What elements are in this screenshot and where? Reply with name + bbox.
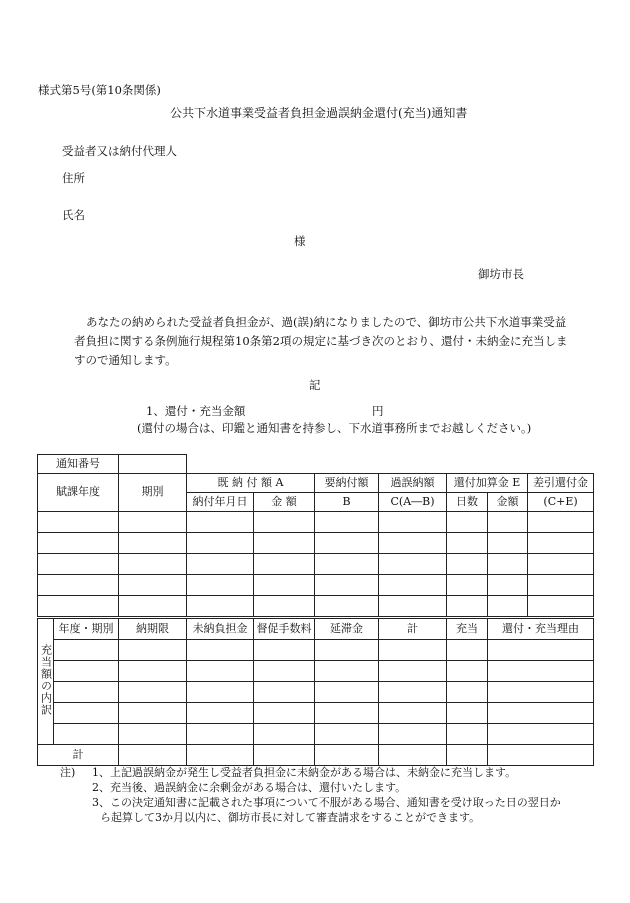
overpaid-header: 過誤納額 bbox=[379, 474, 447, 493]
allocation-side-label: 充当額の内訳 bbox=[38, 619, 54, 745]
net-refund-header: 差引還付金 bbox=[528, 474, 594, 493]
table-row bbox=[38, 596, 594, 617]
allocation-header: 還付・充当理由 bbox=[488, 619, 594, 640]
table-row bbox=[38, 724, 594, 745]
days-header: 日数 bbox=[447, 493, 488, 512]
table-row bbox=[38, 640, 594, 661]
overpaid-sub: C(A―B) bbox=[379, 493, 447, 512]
allocation-header: 未納負担金 bbox=[187, 619, 254, 640]
allocation-header: 延滞金 bbox=[315, 619, 379, 640]
allocation-header: 年度・期別 bbox=[54, 619, 119, 640]
notes-prefix: 注) bbox=[60, 766, 76, 779]
fiscal-year-header: 賦課年度 bbox=[38, 474, 119, 512]
allocation-header: 納期限 bbox=[119, 619, 187, 640]
honorific: 様 bbox=[294, 234, 306, 248]
period-header: 期別 bbox=[119, 474, 187, 512]
allocation-header: 充当 bbox=[447, 619, 488, 640]
issuer: 御坊市長 bbox=[478, 267, 524, 281]
address-label: 住所 bbox=[62, 171, 85, 185]
note-item: 2、充当後、過誤納金に余剰金がある場合は、還付いたします。 bbox=[92, 781, 407, 794]
notice-no-value bbox=[119, 455, 187, 474]
table-row bbox=[38, 533, 594, 554]
refund-amount-header: 金額 bbox=[488, 493, 528, 512]
note-item: 3、この決定通知書に記載された事項について不服がある場合、通知書を受け取った日の翌日か bbox=[92, 796, 561, 809]
amount-note: (還付の場合は、印鑑と通知書を持参し、下水道事務所までお越しください。) bbox=[137, 421, 532, 435]
amount-header: 金 額 bbox=[254, 493, 315, 512]
body-line-3: すので通知します。 bbox=[74, 353, 177, 367]
body-line-2: 者負担に関する条例施行規程第10条第2項の規定に基づき次のとおり、還付・未納金に充当しま bbox=[74, 334, 568, 348]
ki-mark: 記 bbox=[309, 378, 321, 392]
net-refund-sub: (C+E) bbox=[528, 493, 594, 512]
required-sub: B bbox=[315, 493, 379, 512]
table-row bbox=[38, 512, 594, 533]
table-row bbox=[38, 703, 594, 724]
table-row bbox=[38, 575, 594, 596]
allocation-header: 計 bbox=[379, 619, 447, 640]
notice-no-label: 通知番号 bbox=[38, 455, 119, 474]
body-line-1: あなたの納められた受益者負担金が、過(誤)納になりましたので、御坊市公共下水道事業受益 bbox=[86, 315, 567, 329]
refund-add-header: 還付加算金 E bbox=[447, 474, 528, 493]
table-row bbox=[38, 554, 594, 575]
note-item: 1、上記過誤納金が発生し受益者負担金に未納金がある場合は、未納金に充当します。 bbox=[92, 766, 517, 779]
table-row bbox=[38, 661, 594, 682]
allocation-table bbox=[37, 618, 594, 766]
document-title: 公共下水道事業受益者負担金過誤納金還付(充当)通知書 bbox=[170, 106, 468, 120]
note-item: ら起算して3か月以内に、御坊市長に対して審査請求をすることができます。 bbox=[100, 811, 481, 824]
amount-unit: 円 bbox=[372, 404, 384, 418]
paid-amount-header: 既 納 付 額 A bbox=[187, 474, 315, 493]
table-row bbox=[38, 682, 594, 703]
form-label: 様式第5号(第10条関係) bbox=[38, 83, 161, 97]
amount-label: 1、還付・充当金額 bbox=[146, 404, 246, 418]
paid-date-header: 納付年月日 bbox=[187, 493, 254, 512]
recipient-line: 受益者又は納付代理人 bbox=[62, 144, 177, 158]
name-label: 氏名 bbox=[62, 208, 85, 222]
total-label: 計 bbox=[38, 745, 119, 766]
refund-table bbox=[37, 454, 594, 617]
allocation-header: 督促手数料 bbox=[254, 619, 315, 640]
required-header: 要納付額 bbox=[315, 474, 379, 493]
